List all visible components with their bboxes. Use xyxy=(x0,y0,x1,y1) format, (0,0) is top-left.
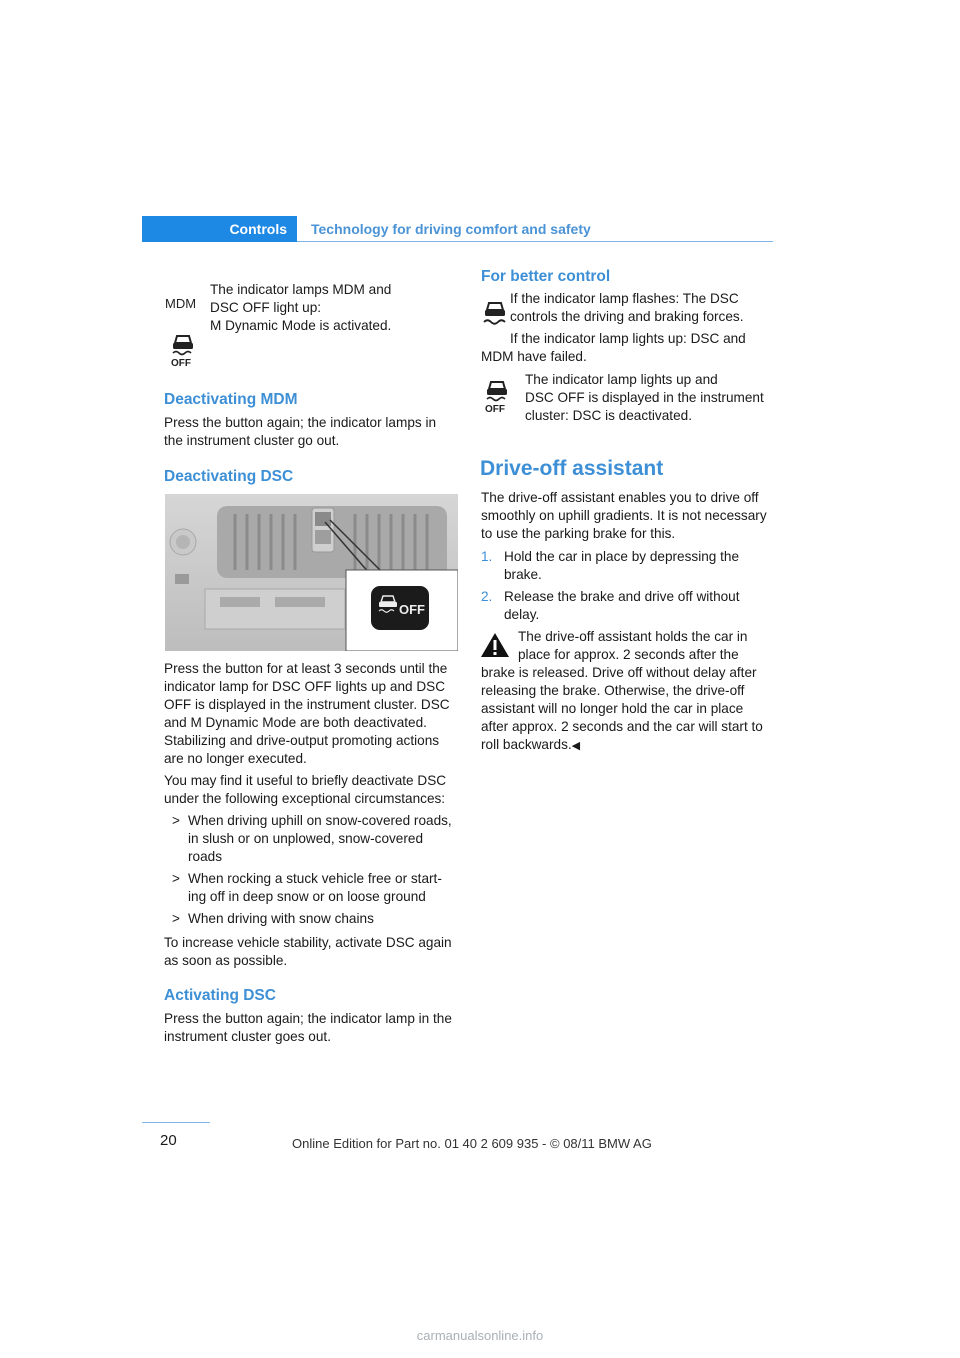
text-line: Release the brake and drive off without xyxy=(504,589,740,604)
photo-off-text: OFF xyxy=(399,602,425,617)
end-mark-icon: ◀ xyxy=(571,740,581,752)
watermark: carmanualsonline.info xyxy=(416,1328,544,1343)
text-line: in slush or on unplowed, snow-covered xyxy=(188,831,424,846)
text-line: instrument cluster goes out. xyxy=(164,1029,331,1044)
section-tab xyxy=(142,216,297,242)
deactivating-dsc-para3 xyxy=(164,934,452,970)
deactivating-dsc-para2 xyxy=(164,772,446,808)
text-line: are no longer executed. xyxy=(164,751,307,766)
text-line: The drive-off assistant enables you to drive off xyxy=(481,490,759,505)
step-number: 1. xyxy=(481,549,493,564)
text-line: When driving uphill on snow-covered roads, xyxy=(188,813,452,828)
step-number: 2. xyxy=(481,589,493,604)
list-item xyxy=(164,812,464,866)
text-line: controls the driving and braking forces. xyxy=(510,309,744,324)
text-line: to use the parking brake for this. xyxy=(481,526,676,541)
text-line: place for approx. 2 seconds after the xyxy=(518,647,739,662)
better-control-para3 xyxy=(525,371,764,425)
text-line: Press the button again; the indicator lamp in the xyxy=(164,1011,452,1026)
mdm-indicator-icon xyxy=(165,296,199,310)
text-line: roads xyxy=(188,849,223,864)
text-line: The indicator lamps MDM and xyxy=(210,282,392,297)
text-line: DSC OFF light up: xyxy=(210,300,322,315)
text-line: under the following exceptional circumstances: xyxy=(164,791,446,806)
text-line: Stabilizing and drive-output promoting actions xyxy=(164,733,440,748)
heading-activating-dsc: Activating DSC xyxy=(164,987,276,1004)
circumstances-list xyxy=(164,812,464,928)
heading-deactivating-mdm: Deactivating MDM xyxy=(164,391,298,408)
bullet-marker: > xyxy=(172,871,180,886)
bullet-marker: > xyxy=(172,813,180,828)
text-line: If the indicator lamp flashes: The DSC xyxy=(510,291,739,306)
text-line: Press the button for at least 3 seconds until the xyxy=(164,661,448,676)
text-line: brake is released. Drive off without delay after xyxy=(481,665,757,680)
list-item xyxy=(481,588,776,624)
text-line: OFF is displayed in the instrument cluster. DSC xyxy=(164,697,450,712)
text-line: cluster: DSC is deactivated. xyxy=(525,408,692,423)
drive-off-intro xyxy=(481,489,767,543)
drive-off-steps xyxy=(481,548,776,624)
heading-drive-off-assistant: Drive-off assistant xyxy=(480,457,664,480)
intro-paragraph xyxy=(210,281,391,335)
heading-for-better-control: For better control xyxy=(481,268,611,285)
dsc-off-indicator-icon xyxy=(170,330,196,368)
text-line: If the indicator lamp lights up: DSC and xyxy=(510,331,746,346)
bullet-marker: > xyxy=(172,911,180,926)
dsc-button-photo xyxy=(165,494,458,651)
list-item xyxy=(164,870,464,910)
text-line: The indicator lamp lights up and xyxy=(525,372,718,387)
text-line: DSC OFF is displayed in the instrument xyxy=(525,390,764,405)
page-number: 20 xyxy=(160,1132,177,1149)
text-line: releasing the brake. Otherwise, the drive-off xyxy=(481,683,745,698)
text-line: MDM have failed. xyxy=(481,349,587,364)
deactivating-dsc-para1 xyxy=(164,660,450,768)
text-line: Hold the car in place by depressing the xyxy=(504,549,740,564)
footer-rule xyxy=(142,1122,210,1123)
list-item xyxy=(481,548,776,584)
text-line: brake. xyxy=(504,567,542,582)
better-control-para1 xyxy=(510,290,743,326)
list-item xyxy=(164,910,464,928)
text-line: ing off in deep snow or on loose ground xyxy=(188,889,426,904)
text-line: as soon as possible. xyxy=(164,953,288,968)
chapter-title: Technology for driving comfort and safety xyxy=(311,221,591,237)
deactivating-mdm-text xyxy=(164,414,436,450)
text-line: M Dynamic Mode is activated. xyxy=(210,318,392,333)
text-line: delay. xyxy=(504,607,540,622)
off-text: OFF xyxy=(485,404,505,414)
warning-text xyxy=(481,628,776,755)
text-line: roll backwards. xyxy=(481,737,572,752)
text-line: assistant will no longer hold the car in place xyxy=(481,701,744,716)
section-label: Controls xyxy=(229,221,287,237)
dsc-off-indicator-icon xyxy=(484,376,510,414)
heading-deactivating-dsc: Deactivating DSC xyxy=(164,468,294,485)
text-line: after approx. 2 seconds and the car will start to xyxy=(481,719,763,734)
text-line: The drive-off assistant holds the car in xyxy=(518,629,748,644)
header-rule xyxy=(297,241,773,242)
text-line: Press the button again; the indicator lamps in xyxy=(164,415,437,430)
text-line: the instrument cluster go out. xyxy=(164,433,340,448)
text-line: smoothly on uphill gradients. It is not necessary xyxy=(481,508,767,523)
activating-dsc-text xyxy=(164,1010,452,1046)
text-line: When driving with snow chains xyxy=(188,911,374,926)
off-text: OFF xyxy=(171,358,191,368)
better-control-para2 xyxy=(481,330,776,366)
text-line: When rocking a stuck vehicle free or start- xyxy=(188,871,442,886)
text-line: and M Dynamic Mode are both deactivated. xyxy=(164,715,427,730)
text-line: You may find it useful to briefly deactivate DSC xyxy=(164,773,447,788)
mdm-icon-text: MDM xyxy=(165,296,197,310)
dsc-indicator-icon xyxy=(481,298,509,328)
text-line: To increase vehicle stability, activate DSC again xyxy=(164,935,452,950)
text-line: indicator lamp for DSC OFF lights up and DSC xyxy=(164,679,446,694)
online-edition-note: Online Edition for Part no. 01 40 2 609 935 - © 08/11 BMW AG xyxy=(292,1136,652,1151)
